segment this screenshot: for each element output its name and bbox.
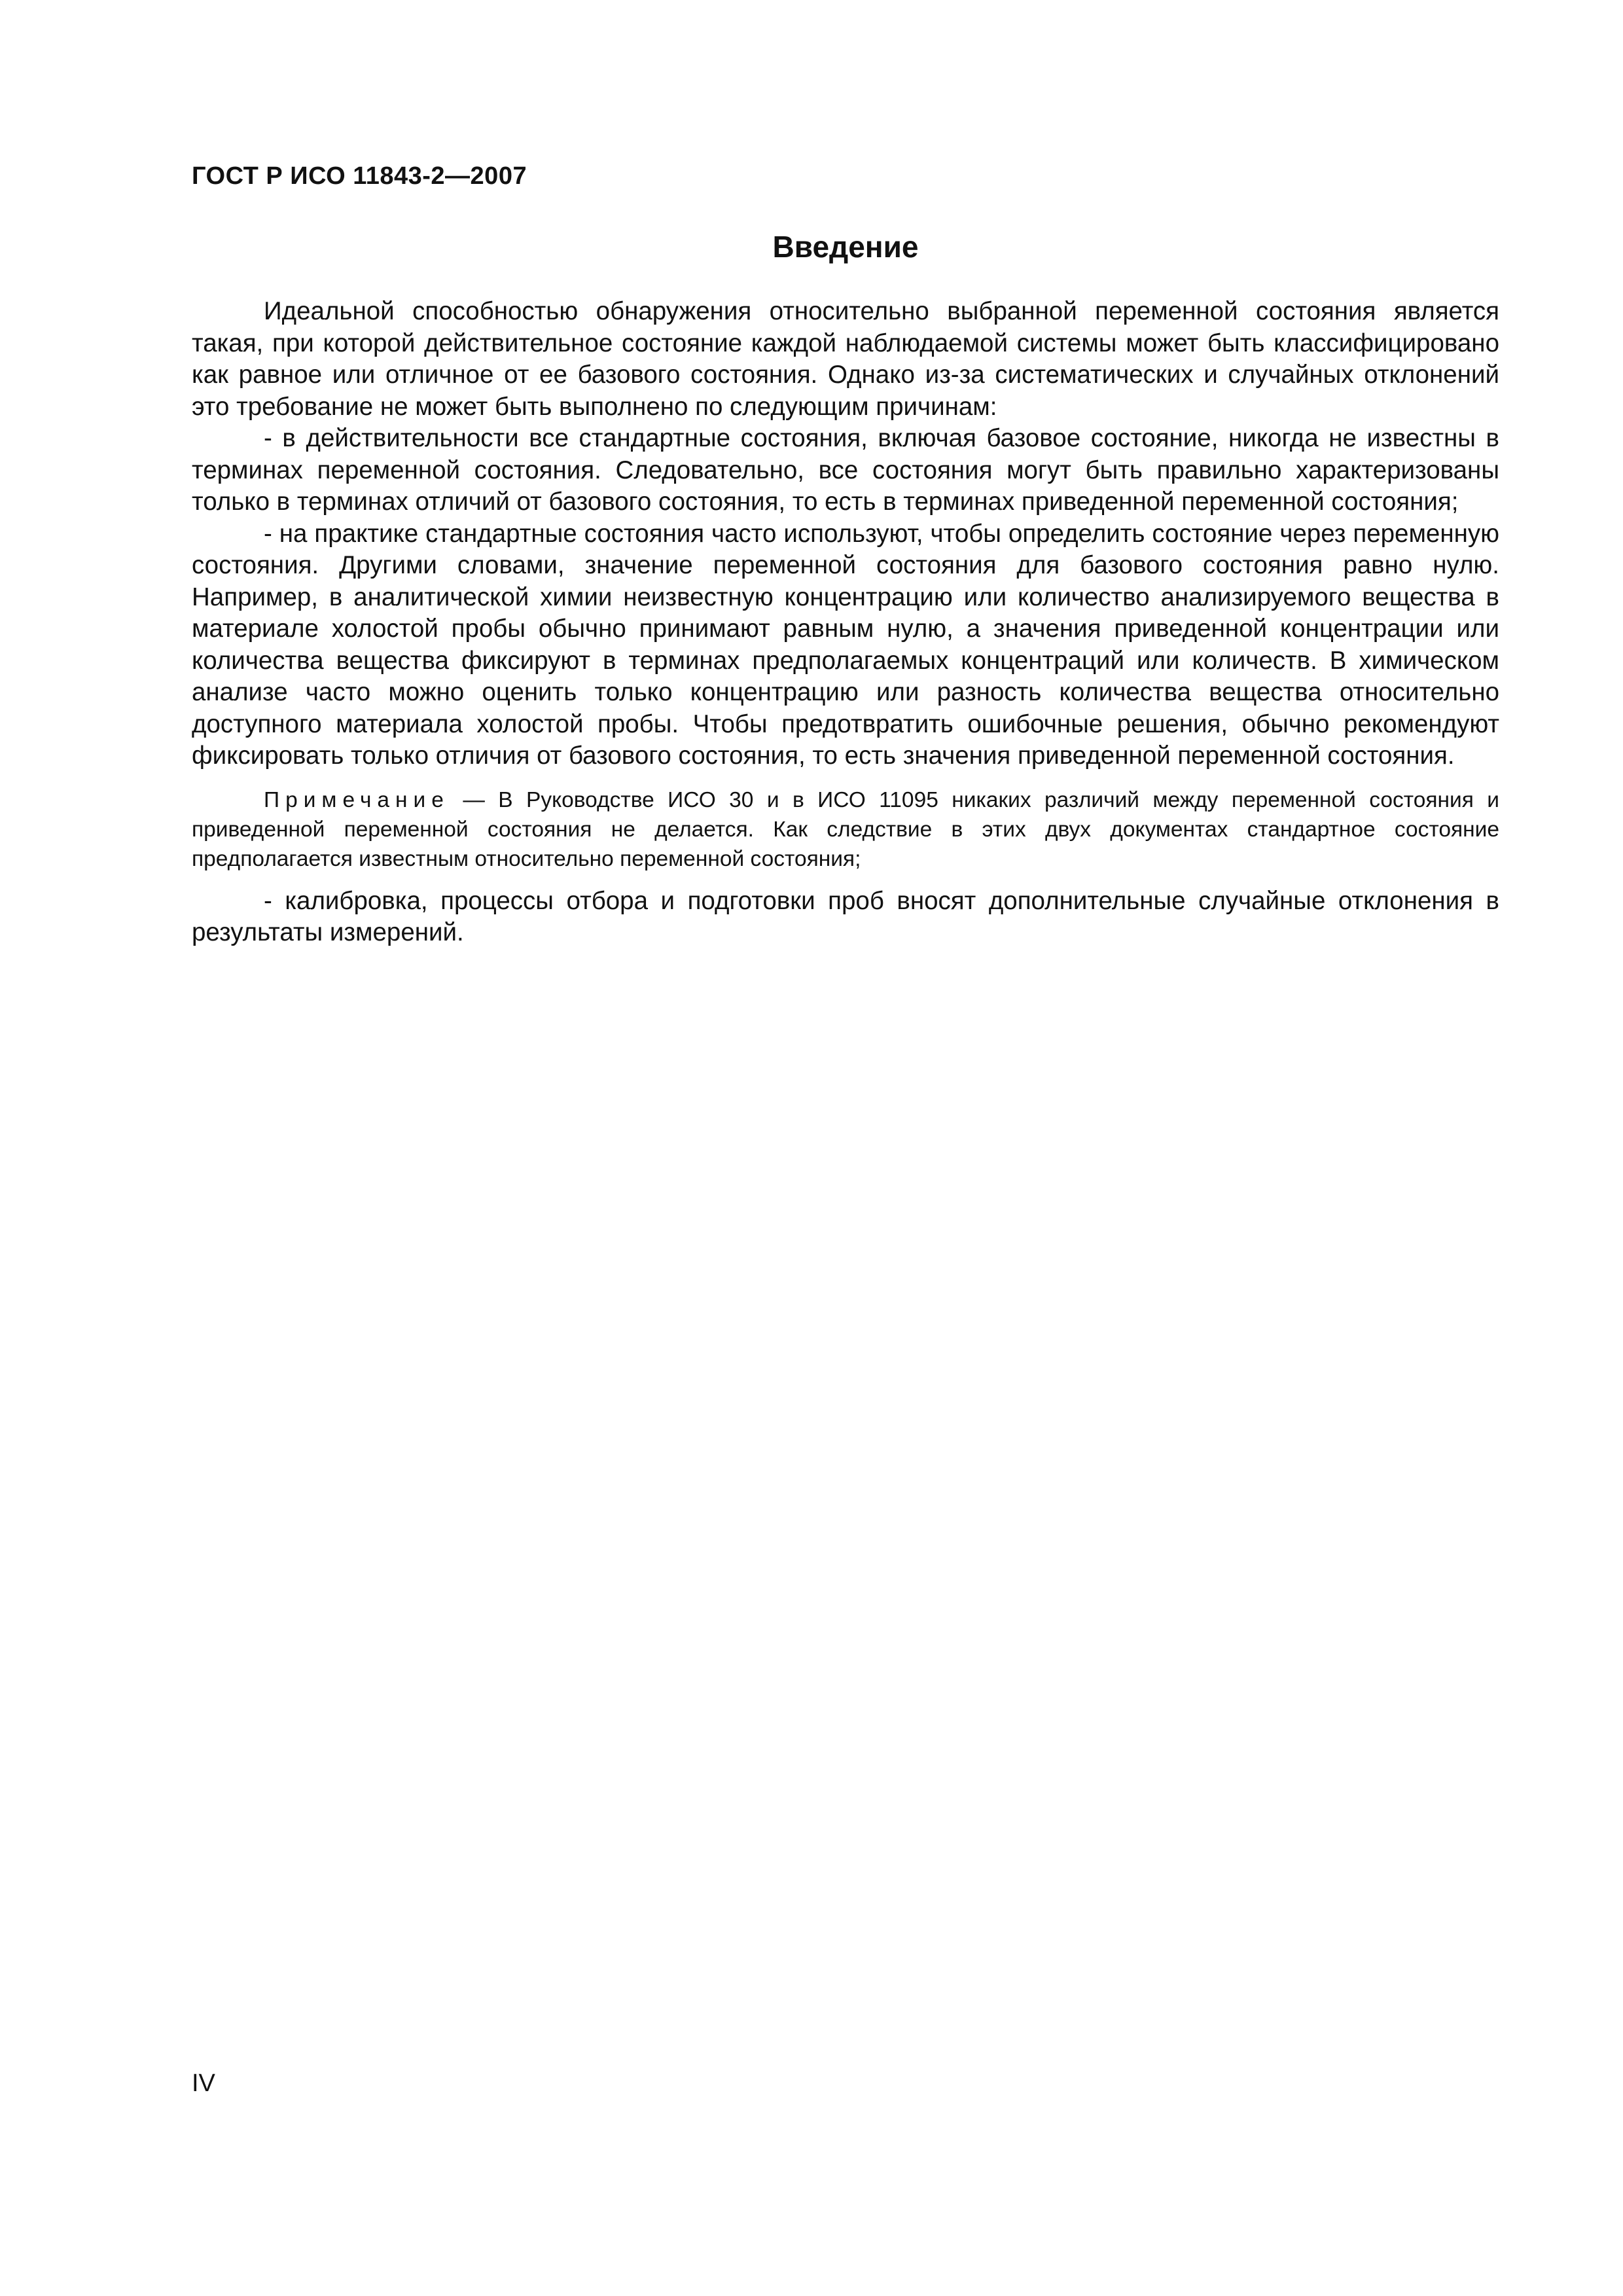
list-item-reference-states: - в действительности все стандартные состояния, включая базовое состояние, никогда не известны в терминах переменной состояния. Следовательно, все состояния могут быть правильно характеризованы только в терминах отличий от базового состояния, то есть в терминах приведенной переменной состояния; <box>192 424 1499 516</box>
list-item-calibration: - калибровка, процессы отбора и подготовки проб вносят дополнительные случайные отклонения в результаты измерений. <box>192 886 1499 946</box>
note-block <box>192 785 1499 874</box>
note-text: — В Руководстве ИСО 30 и в ИСО 11095 никаких различий между переменной состояния и приведенной переменной состояния не делается. Как следствие в этих двух документах стандартное состояние предполагается известным относительно переменной состояния; <box>192 787 1499 871</box>
list-item-practice: - на практике стандартные состояния часто используют, чтобы определить состояние через переменную состояния. Другими словами, значение переменной состояния для базового состояния равно нулю. Например, в аналитической химии неизвестную концентрацию или количество анализируемого вещества в материале холостой пробы обычно принимают равным нулю, а значения приведенной концентрации или количества вещества фиксируют в терминах предполагаемых концентраций или количеств. В химическом анализе часто можно оценить только концентрацию или разность количества вещества относительно доступного материала холостой пробы. Чтобы предотвратить ошибочные решения, обычно рекомендуют фиксировать только отличия от базового состояния, то есть значения приведенной переменной состояния. <box>192 519 1499 770</box>
page-number: IV <box>192 2070 215 2097</box>
document-id-header: ГОСТ Р ИСО 11843-2—2007 <box>192 162 527 190</box>
intro-paragraph: Идеальной способностью обнаружения относительно выбранной переменной состояния является такая, при которой действительное состояние каждой наблюдаемой системы может быть классифицировано как равное или отличное от ее базового состояния. Однако из-за систематических и случайных отклонений это требование не может быть выполнено по следующим причинам: <box>192 297 1499 421</box>
section-title: Введение <box>772 230 919 264</box>
section-body <box>192 296 1499 949</box>
note-label: Примечание <box>264 787 450 812</box>
